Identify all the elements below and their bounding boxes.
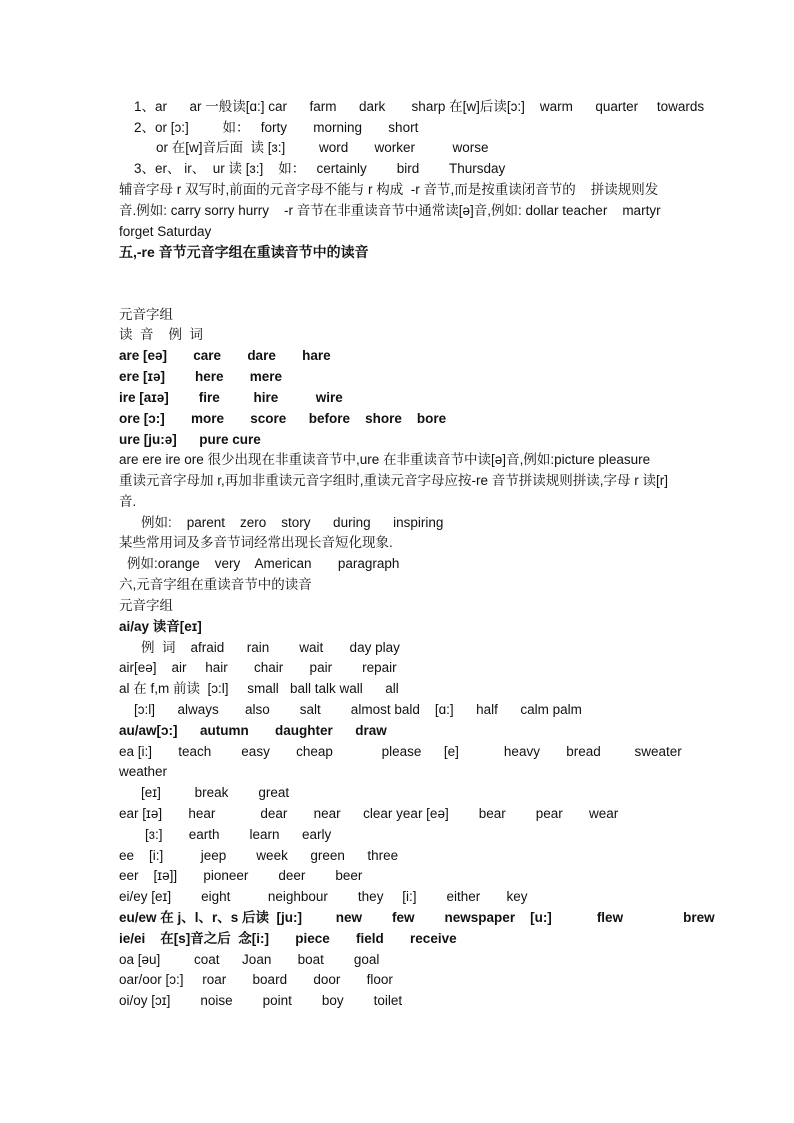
paragraph-line: 重读元音字母加 r,再加非重读元音字组时,重读元音字母应按-re 音节拼读规则拼读,字母 r 读[r] bbox=[119, 473, 668, 488]
example-line: 例如:orange very American paragraph bbox=[127, 556, 400, 571]
table-row: [ɔ:l] always also salt almost bald [ɑ:] half calm palm bbox=[134, 702, 582, 717]
paragraph-line: 某些常用词及多音节词经常出现长音短化现象. bbox=[119, 535, 393, 550]
rule-ar-line: 1、ar ar 一般读[ɑ:] car farm dark sharp 在[w]后读[ɔ:] warm quarter towards bbox=[134, 99, 705, 114]
table-row: oi/oy [ɔɪ] noise point boy toilet bbox=[119, 993, 403, 1008]
table-row: ire [aɪə] fire hire wire bbox=[119, 390, 343, 405]
rule-er-ir-ur-line: 3、er、 ir、 ur 读 [ɜ:] 如： certainly bird Thursday bbox=[134, 161, 506, 176]
table-row: 例 词 afraid rain wait day play bbox=[141, 640, 400, 655]
table-header: 读 音 例 词 bbox=[119, 327, 204, 342]
table-row: oar/oor [ɔ:] roar board door floor bbox=[119, 972, 393, 987]
table-row: air[eə] air hair chair pair repair bbox=[119, 660, 397, 675]
table-row: oa [əu] coat Joan boat goal bbox=[119, 952, 380, 967]
table-row: eu/ew 在 j、l、r、s 后读 [ju:] new few newspaper [u:] flew brew bbox=[119, 910, 715, 925]
rule-or-w-line: or 在[w]音后面 读 [ɜ:] word worker worse bbox=[156, 140, 489, 155]
table-row: ie/ei 在[s]音之后 念[i:] piece field receive bbox=[119, 931, 457, 946]
section-five-title: 五,-re 音节元音字组在重读音节中的读音 bbox=[119, 244, 369, 260]
column-label: 元音字组 bbox=[119, 307, 173, 322]
table-row: are [eə] care dare hare bbox=[119, 348, 331, 363]
table-row: ea [i:] teach easy cheap please [e] heavy bread sweater bbox=[119, 744, 682, 759]
table-row: weather bbox=[119, 764, 168, 779]
table-row: ee [i:] jeep week green three bbox=[119, 848, 399, 863]
paragraph-line: 辅音字母 r 双写时,前面的元音字母不能与 r 构成 -r 音节,而是按重读闭音节的 拼读规则发 bbox=[119, 182, 659, 197]
paragraph-line: 音. bbox=[119, 494, 137, 509]
paragraph-line: 音.例如: carry sorry hurry -r 音节在非重读音节中通常读[ə]音,例如: dollar teacher martyr bbox=[119, 203, 661, 218]
table-row: ear [ɪə] hear dear near clear year [eə] bear pear wear bbox=[119, 806, 619, 821]
table-row: eer [ɪə]] pioneer deer beer bbox=[119, 868, 363, 883]
section-six-title: 六,元音字组在重读音节中的读音 bbox=[119, 577, 312, 592]
table-row: [eɪ] break great bbox=[141, 785, 290, 800]
table-row: ai/ay 读音[eɪ] bbox=[119, 619, 202, 634]
table-row: [ɜ:] earth learn early bbox=[145, 827, 332, 842]
table-row: au/aw[ɔ:] autumn daughter draw bbox=[119, 723, 387, 738]
table-row: ere [ɪə] here mere bbox=[119, 369, 283, 384]
table-row: ore [ɔ:] more score before shore bore bbox=[119, 411, 447, 426]
rule-or-line: 2、or [ɔ:] 如： forty morning short bbox=[134, 120, 419, 135]
column-label: 元音字组 bbox=[119, 598, 173, 613]
table-row: ure [ju:ə] pure cure bbox=[119, 432, 261, 447]
paragraph-line: are ere ire ore 很少出现在非重读音节中,ure 在非重读音节中读[ə]音,例如:picture pleasure bbox=[119, 452, 651, 467]
table-row: al 在 f,m 前读 [ɔ:l] small ball talk wall all bbox=[119, 681, 399, 696]
example-line: 例如: parent zero story during inspiring bbox=[141, 515, 444, 530]
paragraph-line: forget Saturday bbox=[119, 224, 212, 239]
table-row: ei/ey [eɪ] eight neighbour they [i:] either key bbox=[119, 889, 528, 904]
